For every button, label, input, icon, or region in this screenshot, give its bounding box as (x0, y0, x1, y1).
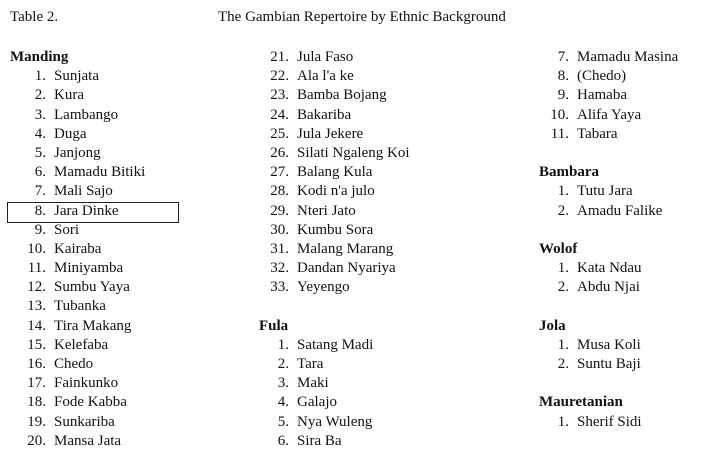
list-item (10, 240, 145, 259)
item-name: Kata Ndau (577, 260, 642, 277)
list-item (10, 355, 145, 374)
item-name: Mansa Jata (54, 432, 122, 449)
spacer (259, 297, 410, 316)
item-number: 15. (27, 336, 46, 353)
spacer (539, 221, 678, 240)
item-name: Maki (297, 375, 329, 392)
item-number: 2. (557, 356, 569, 372)
item-name: Bakariba (297, 106, 352, 123)
item-number: 3. (277, 375, 289, 392)
list-item (539, 86, 678, 105)
list-item (259, 182, 410, 201)
manding-list-a (10, 67, 145, 451)
fula-list-a (259, 336, 410, 451)
item-number: 23. (270, 87, 289, 104)
spacer (539, 144, 678, 163)
list-item (259, 413, 410, 432)
item-number: 1. (557, 336, 569, 353)
item-name: Malang Marang (297, 240, 394, 257)
item-number: 6. (277, 432, 289, 449)
list-item (259, 336, 410, 355)
item-number: 10. (27, 240, 46, 257)
column-2 (259, 48, 410, 451)
list-item (10, 413, 145, 432)
list-item (539, 259, 678, 278)
list-item (10, 259, 145, 278)
column-1 (10, 48, 145, 451)
list-item (259, 144, 410, 163)
item-number: 1. (557, 183, 569, 200)
spacer (539, 297, 678, 316)
item-name: Mamadu Bitiki (54, 164, 146, 181)
item-number: 11. (550, 125, 569, 142)
item-number: 2. (557, 279, 569, 296)
item-name: Musa Koli (577, 336, 641, 353)
list-item (539, 413, 678, 432)
item-name: Janjong (54, 144, 101, 161)
item-name: Sori (54, 221, 80, 238)
manding-list-b (259, 48, 410, 297)
group-title-wolof: Wolof (539, 240, 578, 257)
mauretanian-list (539, 413, 678, 432)
item-name: Kairaba (54, 240, 102, 257)
item-name: Sunjata (54, 68, 99, 85)
item-number: 29. (270, 202, 289, 219)
list-item (539, 182, 678, 201)
item-name: Satang Madi (297, 336, 374, 353)
item-number: 20. (27, 432, 46, 449)
item-number: 33. (270, 279, 289, 296)
list-item (10, 125, 145, 144)
list-item (10, 202, 145, 221)
item-name: Tabara (577, 125, 618, 142)
item-number: 1. (34, 68, 46, 85)
list-item (259, 221, 410, 240)
list-item (539, 125, 678, 144)
item-number: 1. (557, 413, 569, 430)
item-name: Suntu Baji (577, 356, 641, 372)
group-title-manding: Manding (10, 49, 69, 65)
table-title: The Gambian Repertoire by Ethnic Background (218, 9, 506, 25)
list-item (259, 163, 410, 182)
group-title-fula: Fula (259, 317, 289, 334)
item-number: 30. (270, 221, 289, 238)
list-item (10, 182, 145, 201)
list-item (259, 106, 410, 125)
item-number: 1. (277, 336, 289, 353)
list-item (10, 393, 145, 412)
item-name: Nya Wuleng (297, 413, 373, 430)
item-number: 28. (270, 183, 289, 200)
item-number: 8. (34, 202, 46, 219)
list-item (259, 67, 410, 86)
item-name: (Chedo) (577, 68, 627, 85)
item-name: Balang Kula (297, 164, 373, 181)
list-item (10, 432, 145, 451)
item-name: Tira Makang (54, 317, 132, 334)
item-name: Hamaba (577, 87, 627, 104)
item-name: Fainkunko (54, 375, 119, 392)
item-number: 4. (34, 125, 46, 142)
list-item (259, 240, 410, 259)
item-name: Chedo (54, 356, 94, 372)
group-title-bambara: Bambara (539, 164, 599, 181)
item-number: 1. (557, 260, 569, 277)
wolof-list (539, 259, 678, 297)
item-number: 5. (34, 144, 46, 161)
list-item (10, 317, 145, 336)
item-number: 7. (34, 183, 46, 200)
item-number: 31. (270, 240, 289, 257)
item-number: 27. (270, 164, 289, 181)
list-item (259, 125, 410, 144)
item-number: 26. (270, 144, 289, 161)
item-number: 3. (34, 106, 46, 123)
list-item (259, 278, 410, 297)
item-name: Tara (297, 356, 324, 372)
item-number: 6. (34, 164, 46, 181)
item-number: 4. (277, 394, 289, 411)
item-number: 12. (27, 279, 46, 296)
item-name: Tubanka (54, 298, 106, 315)
item-name: Kura (54, 87, 84, 104)
item-name: Dandan Nyariya (297, 260, 396, 277)
list-item (539, 106, 678, 125)
item-number: 8. (557, 68, 569, 85)
list-item (259, 432, 410, 451)
item-number: 16. (27, 356, 46, 372)
item-name: Kumbu Sora (297, 221, 374, 238)
item-number: 24. (270, 106, 289, 123)
item-name: Mamadu Masina (577, 49, 679, 65)
list-item (539, 67, 678, 86)
item-name: Kelefaba (54, 336, 109, 353)
item-name: Amadu Falike (577, 202, 663, 219)
item-name: Miniyamba (54, 260, 124, 277)
item-number: 9. (34, 221, 46, 238)
item-name: Bamba Bojang (297, 87, 387, 104)
list-item (539, 48, 678, 67)
item-name: Jula Jekere (297, 125, 364, 142)
item-number: 2. (34, 87, 46, 104)
item-number: 10. (550, 106, 569, 123)
item-name: Duga (54, 125, 87, 142)
list-item (10, 86, 145, 105)
item-name: Fode Kabba (54, 394, 127, 411)
item-name: Sira Ba (297, 432, 342, 449)
item-name: Tutu Jara (577, 183, 633, 200)
item-name: Nteri Jato (297, 202, 356, 219)
list-item (539, 336, 678, 355)
item-name: Kodi n'a julo (297, 183, 375, 200)
column-3 (539, 48, 678, 432)
item-number: 7. (557, 49, 569, 65)
item-number: 17. (27, 375, 46, 392)
group-title-mauretanian: Mauretanian (539, 394, 623, 411)
item-number: 13. (27, 298, 46, 315)
list-item (10, 221, 145, 240)
list-item (259, 374, 410, 393)
list-item (10, 163, 145, 182)
item-name: Lambango (54, 106, 119, 123)
list-item (10, 336, 145, 355)
item-name: Sunkariba (54, 413, 115, 430)
item-name: Jula Faso (297, 49, 354, 65)
item-name: Mali Sajo (54, 183, 113, 200)
fula-list-b (539, 48, 678, 144)
item-name: Sherif Sidi (577, 413, 642, 430)
item-name: Abdu Njai (577, 279, 640, 296)
list-item (539, 202, 678, 221)
item-number: 2. (557, 202, 569, 219)
list-item (259, 48, 410, 67)
item-number: 14. (27, 317, 46, 334)
item-number: 9. (557, 87, 569, 104)
item-number: 2. (277, 356, 289, 372)
list-item (259, 86, 410, 105)
item-name: Ala l'a ke (297, 68, 354, 85)
table-header (10, 9, 700, 29)
list-item (539, 355, 678, 374)
item-name: Yeyengo (297, 279, 350, 296)
spacer (539, 374, 678, 393)
item-number: 11. (27, 260, 46, 277)
item-name: Sumbu Yaya (54, 279, 130, 296)
list-item (10, 67, 145, 86)
list-item (10, 144, 145, 163)
group-title-jola: Jola (539, 317, 566, 334)
list-item (10, 374, 145, 393)
list-item (10, 106, 145, 125)
item-number: 32. (270, 260, 289, 277)
jola-list (539, 336, 678, 374)
item-name: Silati Ngaleng Koi (297, 144, 410, 161)
list-item (259, 355, 410, 374)
item-number: 5. (277, 413, 289, 430)
item-number: 21. (270, 49, 289, 65)
item-number: 19. (27, 413, 46, 430)
bambara-list (539, 182, 678, 220)
item-number: 18. (27, 394, 46, 411)
list-item (539, 278, 678, 297)
item-number: 25. (270, 125, 289, 142)
item-name: Jara Dinke (54, 202, 119, 219)
list-item (10, 297, 145, 316)
item-number: 22. (270, 68, 289, 85)
item-name: Alifa Yaya (577, 106, 642, 123)
item-name: Galajo (297, 394, 337, 411)
list-item (259, 202, 410, 221)
list-item (10, 278, 145, 297)
list-item (259, 259, 410, 278)
table-label: Table 2. (10, 9, 59, 25)
list-item (259, 393, 410, 412)
